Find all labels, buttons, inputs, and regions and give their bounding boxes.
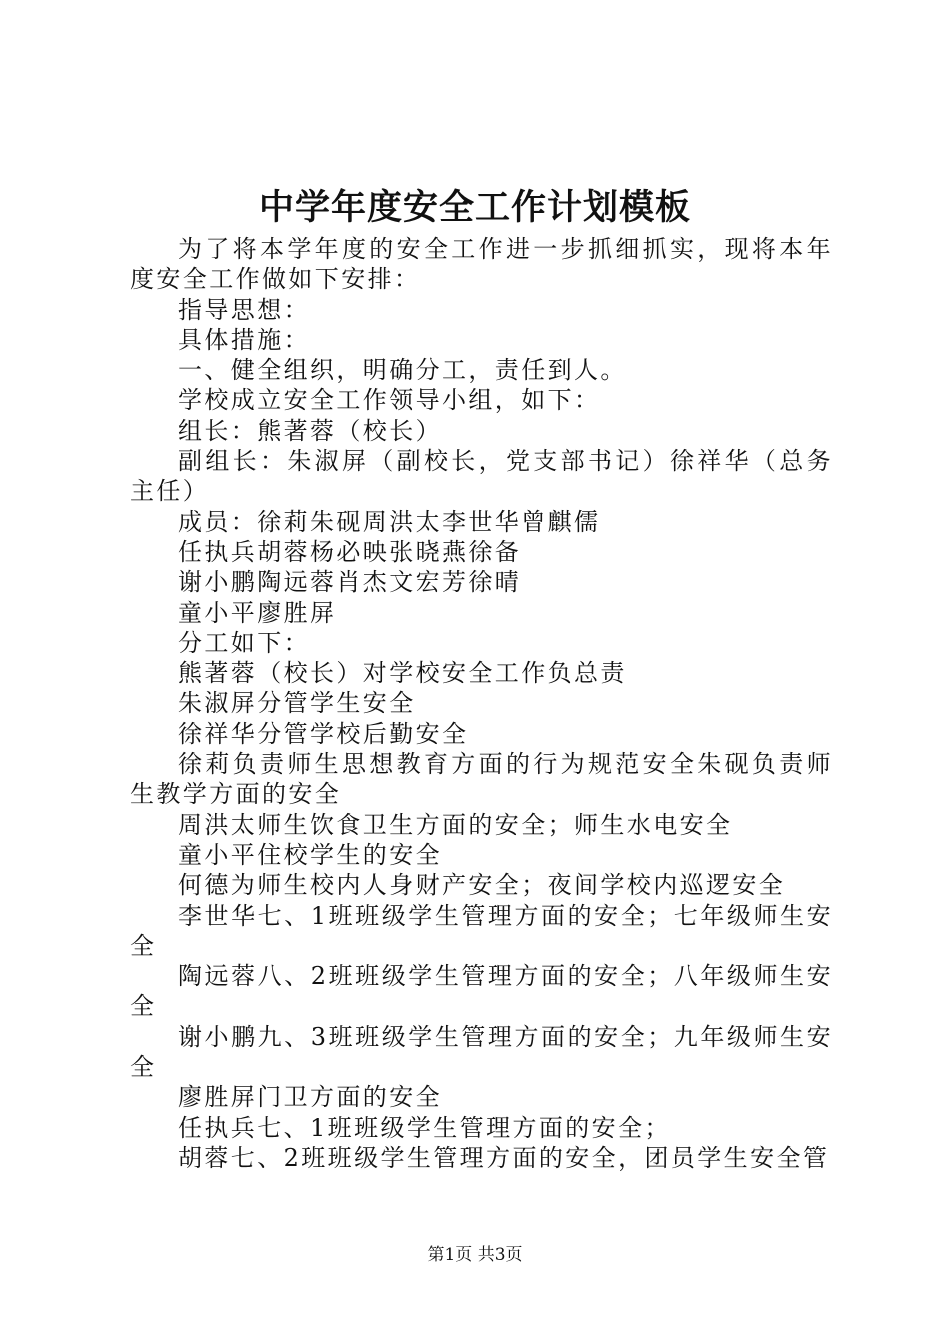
paragraph: 徐祥华分管学校后勤安全: [178, 719, 469, 748]
paragraph: 具体措施：: [178, 325, 310, 354]
paragraph: 任执兵七、1班班级学生管理方面的安全；: [178, 1113, 671, 1142]
paragraph: 指导思想：: [178, 295, 310, 324]
paragraph: 副组长：朱淑屏（副校长，党支部书记）徐祥华（总务主任）: [130, 447, 833, 506]
paragraph: 童小平住校学生的安全: [178, 840, 442, 869]
page-footer: 第1页 共3页: [427, 1245, 523, 1265]
document-title: 中学年度安全工作计划模板: [258, 187, 691, 228]
paragraph: 谢小鹏九、3班班级学生管理方面的安全；九年级师生安全: [130, 1022, 833, 1082]
paragraph: 学校成立安全工作领导小组，如下：: [178, 386, 601, 415]
paragraph: 熊著蓉（校长）对学校安全工作负总责: [178, 659, 627, 688]
paragraph: 组长：熊著蓉（校长）: [178, 416, 442, 445]
paragraph: 成员：徐莉朱砚周洪太李世华曾麒儒: [178, 507, 601, 536]
paragraph: 徐莉负责师生思想教育方面的行为规范安全朱砚负责师生教学方面的安全: [130, 750, 833, 809]
paragraph: 童小平廖胜屏: [178, 598, 337, 627]
document-body: [130, 234, 833, 1173]
paragraph: 胡蓉七、2班班级学生管理方面的安全，团员学生安全管: [178, 1143, 830, 1172]
paragraph: 为了将本学年度的安全工作进一步抓细抓实，现将本年度安全工作做如下安排：: [130, 235, 833, 294]
paragraph: 廖胜屏门卫方面的安全: [178, 1083, 442, 1112]
paragraph: 任执兵胡蓉杨必映张晓燕徐备: [178, 537, 522, 566]
paragraph: 一、健全组织，明确分工，责任到人。: [178, 356, 627, 385]
paragraph: 李世华七、1班班级学生管理方面的安全；七年级师生安全: [130, 901, 833, 960]
paragraph: 陶远蓉八、2班班级学生管理方面的安全；八年级师生安全: [130, 962, 833, 1021]
paragraph: 周洪太师生饮食卫生方面的安全；师生水电安全: [178, 810, 733, 839]
paragraph: 分工如下：: [178, 628, 310, 657]
paragraph: 朱淑屏分管学生安全: [178, 689, 416, 718]
paragraph: 谢小鹏陶远蓉肖杰文宏芳徐晴: [178, 568, 522, 597]
paragraph: 何德为师生校内人身财产安全；夜间学校内巡逻安全: [178, 871, 786, 900]
